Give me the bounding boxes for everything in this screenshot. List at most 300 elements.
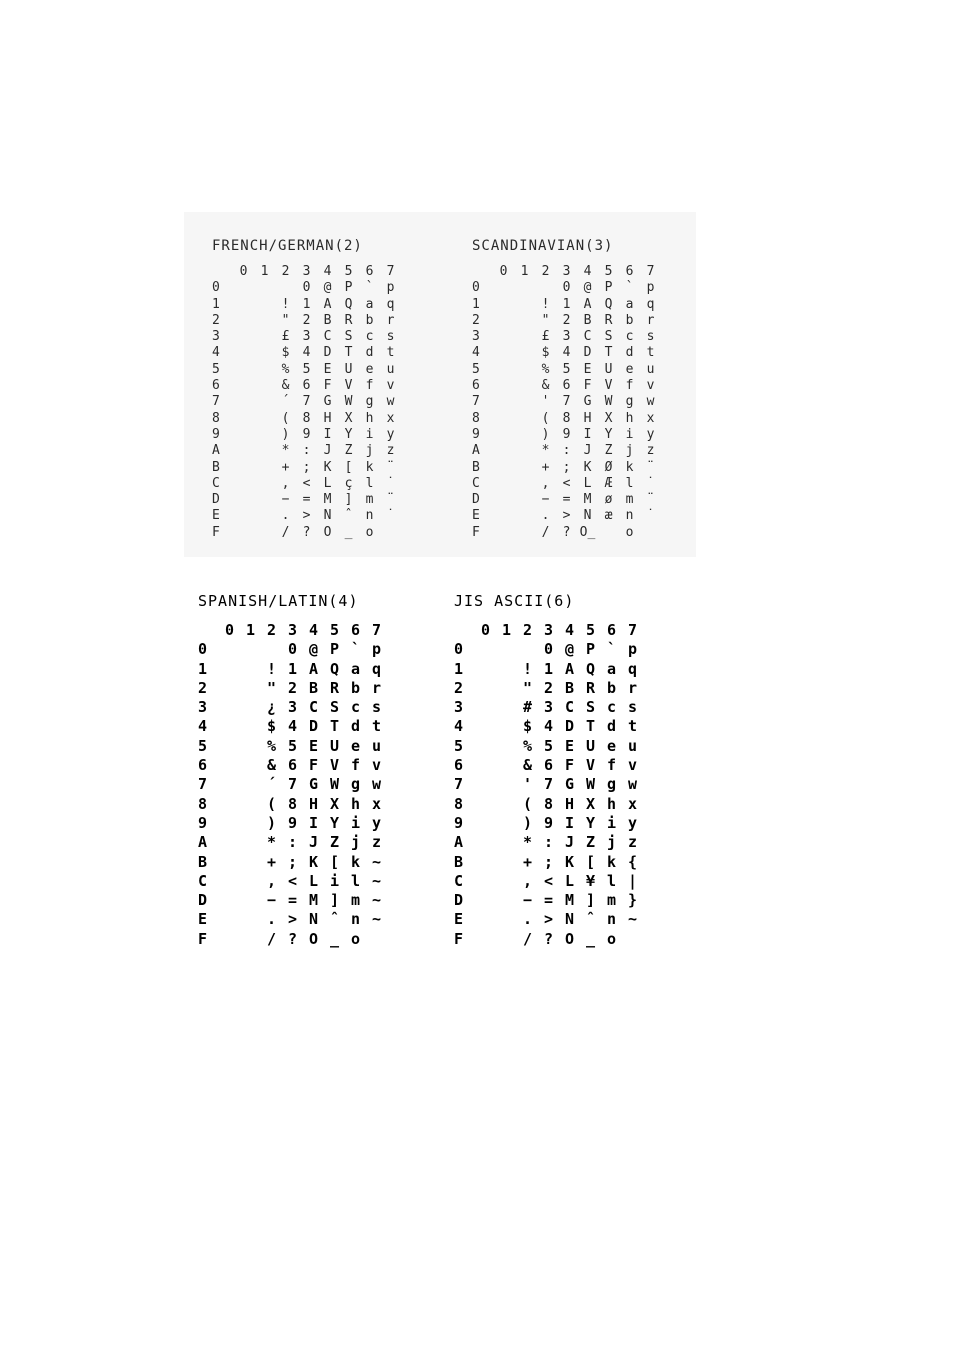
char-cell: :: [302, 443, 311, 459]
char-cell: ~: [371, 852, 382, 871]
char-cell: j: [365, 443, 374, 459]
char-cell: G: [323, 394, 332, 410]
column-header: 7: [371, 621, 382, 639]
char-cell: U: [604, 361, 613, 377]
char-cell: ,: [266, 871, 277, 890]
char-cell: b: [350, 678, 361, 697]
char-cell: [219, 872, 240, 891]
char-cell: m: [606, 891, 617, 910]
char-cell: g: [365, 394, 374, 410]
char-cell: ": [266, 678, 277, 697]
char-cell: F: [308, 756, 319, 775]
char-cell: &: [541, 378, 550, 394]
table-title: FRENCH/GERMAN(2): [212, 238, 363, 254]
column-header: 4: [308, 621, 319, 639]
char-cell: ¨: [646, 492, 655, 508]
char-cell: ~: [371, 910, 382, 929]
char-cell: Y: [604, 426, 613, 442]
column-header: 3: [543, 621, 554, 639]
char-cell: [219, 853, 240, 872]
char-cell: $: [541, 345, 550, 361]
column-header: 2: [266, 621, 277, 639]
char-cell: [496, 640, 517, 659]
row-header: 2: [472, 312, 480, 328]
char-cell: >: [287, 910, 298, 929]
char-cell: _: [585, 929, 596, 948]
char-cell: =: [562, 492, 571, 508]
char-cell: P: [604, 280, 613, 296]
char-cell: %: [522, 736, 533, 755]
char-cell: [493, 508, 514, 524]
char-cell: @: [564, 640, 575, 659]
char-cell: F: [583, 378, 592, 394]
char-cell: [493, 492, 514, 508]
char-cell: 7: [543, 775, 554, 794]
char-cell: [514, 476, 535, 492]
row-header: 8: [212, 410, 220, 426]
char-cell: [240, 660, 261, 679]
char-cell: [240, 775, 261, 794]
char-cell: [475, 910, 496, 929]
char-cell: T: [604, 345, 613, 361]
char-cell: [240, 872, 261, 891]
char-cell: F: [564, 756, 575, 775]
char-cell: (: [522, 794, 533, 813]
char-cell: p: [371, 640, 382, 659]
char-cell: `: [606, 640, 617, 659]
char-cell: A: [564, 659, 575, 678]
char-cell: o: [625, 524, 634, 540]
char-cell: Y: [585, 813, 596, 832]
char-cell: %: [541, 361, 550, 377]
char-cell: [475, 775, 496, 794]
char-cell: r: [627, 678, 638, 697]
char-cell: t: [371, 717, 382, 736]
char-cell: C: [583, 329, 592, 345]
table-title: JIS ASCII(6): [454, 592, 575, 610]
char-cell: [493, 378, 514, 394]
char-cell: 3: [543, 698, 554, 717]
char-cell: X: [585, 794, 596, 813]
char-cell: J: [564, 833, 575, 852]
char-cell: [254, 443, 275, 459]
char-cell: G: [564, 775, 575, 794]
char-cell: U: [585, 736, 596, 755]
char-cell: ;: [543, 852, 554, 871]
char-cell: J: [583, 443, 592, 459]
column-header: 3: [302, 264, 311, 279]
char-cell: d: [625, 345, 634, 361]
char-cell: ): [522, 813, 533, 832]
char-cell: −: [266, 891, 277, 910]
char-cell: −: [522, 891, 533, 910]
char-cell: T: [344, 345, 353, 361]
char-cell: /: [281, 524, 290, 540]
char-cell: g: [350, 775, 361, 794]
char-cell: r: [371, 678, 382, 697]
char-cell: k: [606, 852, 617, 871]
char-cell: [219, 660, 240, 679]
char-cell: u: [646, 361, 655, 377]
char-cell: [275, 280, 296, 296]
char-cell: z: [646, 443, 655, 459]
char-cell: [514, 411, 535, 427]
char-cell: P: [585, 640, 596, 659]
char-cell: O: [323, 524, 332, 540]
char-cell: ˆ: [585, 910, 596, 929]
char-cell: 2: [302, 312, 311, 328]
char-cell: e: [365, 361, 374, 377]
char-cell: [: [344, 459, 353, 475]
char-cell: ˙: [386, 508, 395, 524]
char-cell: h: [365, 410, 374, 426]
char-cell: 2: [562, 312, 571, 328]
char-cell: L: [583, 475, 592, 491]
char-cell: [219, 814, 240, 833]
char-cell: o: [350, 929, 361, 948]
char-cell: ": [541, 312, 550, 328]
char-cell: [240, 814, 261, 833]
row-header: 1: [198, 659, 208, 678]
char-cell: g: [625, 394, 634, 410]
char-cell: (: [281, 410, 290, 426]
char-cell: f: [625, 378, 634, 394]
char-cell: [475, 891, 496, 910]
char-cell: I: [564, 813, 575, 832]
char-cell: ): [541, 426, 550, 442]
char-cell: +: [266, 852, 277, 871]
char-cell: u: [371, 736, 382, 755]
char-cell: x: [371, 794, 382, 813]
row-header: D: [198, 891, 208, 910]
row-header: 4: [212, 345, 220, 361]
char-cell: C: [564, 698, 575, 717]
char-cell: [219, 737, 240, 756]
char-cell: .: [541, 508, 550, 524]
column-header: 6: [350, 621, 361, 639]
char-cell: w: [627, 775, 638, 794]
char-cell: T: [585, 717, 596, 736]
char-cell: 3: [302, 329, 311, 345]
row-header: 6: [212, 378, 220, 394]
char-cell: b: [625, 312, 634, 328]
char-cell: [475, 756, 496, 775]
char-cell: [219, 679, 240, 698]
column-header: 7: [646, 264, 655, 279]
row-header: 4: [454, 717, 464, 736]
char-cell: Z: [344, 443, 353, 459]
char-cell: ~: [371, 891, 382, 910]
char-cell: ¨: [386, 459, 395, 475]
row-header: 9: [472, 426, 480, 442]
char-cell: P: [329, 640, 340, 659]
char-cell: X: [329, 794, 340, 813]
char-cell: ¨: [646, 459, 655, 475]
char-cell: i: [365, 426, 374, 442]
column-header: 4: [323, 264, 332, 279]
char-cell: 4: [302, 345, 311, 361]
char-cell: l: [606, 871, 617, 890]
char-cell: [493, 443, 514, 459]
char-cell: n: [350, 910, 361, 929]
char-cell: D: [564, 717, 575, 736]
row-header: A: [212, 443, 220, 459]
char-cell: [514, 525, 535, 541]
char-cell: u: [627, 736, 638, 755]
char-cell: [475, 737, 496, 756]
char-cell: [496, 833, 517, 852]
char-cell: [514, 280, 535, 296]
char-cell: [219, 795, 240, 814]
char-cell: q: [627, 659, 638, 678]
char-cell: 4: [562, 345, 571, 361]
char-cell: s: [386, 329, 395, 345]
char-cell: [254, 508, 275, 524]
row-header: 7: [212, 394, 220, 410]
column-header: 7: [386, 264, 395, 279]
char-cell: 8: [302, 410, 311, 426]
char-cell: +: [541, 459, 550, 475]
char-cell: i: [625, 426, 634, 442]
char-cell: Z: [585, 833, 596, 852]
char-cell: l: [365, 475, 374, 491]
char-cell: 9: [287, 813, 298, 832]
char-cell: O_: [579, 524, 596, 540]
char-cell: 8: [562, 410, 571, 426]
char-cell: /: [522, 929, 533, 948]
char-cell: >: [543, 910, 554, 929]
column-header: 0: [480, 621, 491, 639]
char-cell: !: [541, 296, 550, 312]
char-cell: I: [583, 426, 592, 442]
char-cell: &: [281, 378, 290, 394]
char-cell: 6: [302, 378, 311, 394]
char-cell: ": [281, 312, 290, 328]
char-cell: [254, 378, 275, 394]
row-header: D: [212, 492, 220, 508]
char-cell: [514, 329, 535, 345]
row-header: 3: [198, 698, 208, 717]
row-header: B: [472, 459, 480, 475]
char-cell: [514, 378, 535, 394]
char-cell: _: [344, 524, 353, 540]
char-cell: t: [627, 717, 638, 736]
char-cell: Q: [329, 659, 340, 678]
row-header: E: [454, 910, 464, 929]
row-header: A: [472, 443, 480, 459]
char-cell: E: [323, 361, 332, 377]
column-header: 4: [583, 264, 592, 279]
char-cell: [254, 476, 275, 492]
char-cell: a: [350, 659, 361, 678]
row-header: 5: [454, 736, 464, 755]
row-header: 7: [472, 394, 480, 410]
row-header: F: [454, 929, 464, 948]
char-cell: R: [604, 312, 613, 328]
char-cell: ç: [344, 475, 353, 491]
char-cell: [475, 833, 496, 852]
column-header: 5: [604, 264, 613, 279]
char-cell: t: [646, 345, 655, 361]
char-cell: [254, 313, 275, 329]
char-cell: x: [627, 794, 638, 813]
char-cell: *: [266, 833, 277, 852]
char-cell: [493, 362, 514, 378]
char-cell: c: [625, 329, 634, 345]
char-cell: [240, 833, 261, 852]
char-cell: J: [323, 443, 332, 459]
char-cell: x: [646, 410, 655, 426]
char-cell: £: [541, 329, 550, 345]
char-cell: i: [606, 813, 617, 832]
char-cell: d: [350, 717, 361, 736]
char-cell: A: [323, 296, 332, 312]
char-cell: 3: [287, 698, 298, 717]
char-cell: [496, 660, 517, 679]
char-cell: 1: [287, 659, 298, 678]
char-cell: `: [625, 280, 634, 296]
row-header: C: [454, 871, 464, 890]
char-cell: M: [583, 492, 592, 508]
char-cell: i: [329, 871, 340, 890]
char-cell: [475, 679, 496, 698]
char-cell: ˙: [646, 508, 655, 524]
char-cell: ': [522, 775, 533, 794]
char-cell: }: [627, 891, 638, 910]
char-cell: 7: [287, 775, 298, 794]
column-header: 1: [520, 264, 529, 279]
char-cell: |: [627, 871, 638, 890]
char-cell: >: [562, 508, 571, 524]
column-header: 0: [239, 264, 248, 279]
char-cell: W: [585, 775, 596, 794]
char-cell: ?: [543, 929, 554, 948]
char-cell: [240, 640, 261, 659]
char-cell: U: [329, 736, 340, 755]
column-header: 0: [224, 621, 235, 639]
char-cell: N: [564, 910, 575, 929]
char-cell: [219, 833, 240, 852]
row-header: 6: [472, 378, 480, 394]
char-cell: {: [627, 852, 638, 871]
row-header: D: [454, 891, 464, 910]
char-cell: T: [329, 717, 340, 736]
char-cell: j: [606, 833, 617, 852]
char-cell: m: [625, 492, 634, 508]
char-cell: w: [646, 394, 655, 410]
char-cell: !: [281, 296, 290, 312]
char-cell: b: [365, 312, 374, 328]
character-grid: [454, 621, 643, 949]
char-cell: M: [308, 891, 319, 910]
char-cell: ¿: [266, 698, 277, 717]
char-cell: S: [344, 329, 353, 345]
char-cell: r: [646, 312, 655, 328]
char-cell: Z: [329, 833, 340, 852]
char-cell: k: [625, 459, 634, 475]
char-cell: m: [350, 891, 361, 910]
char-cell: o: [365, 524, 374, 540]
char-cell: ¥: [585, 871, 596, 890]
row-header: 8: [454, 794, 464, 813]
char-cell: 5: [302, 361, 311, 377]
char-cell: [240, 679, 261, 698]
char-cell: ø: [604, 492, 613, 508]
char-cell: s: [646, 329, 655, 345]
char-cell: a: [625, 296, 634, 312]
char-cell: L: [323, 475, 332, 491]
char-cell: *: [281, 443, 290, 459]
char-cell: (: [541, 410, 550, 426]
char-cell: /: [541, 524, 550, 540]
char-cell: 1: [302, 296, 311, 312]
char-cell: [496, 814, 517, 833]
char-cell: <: [543, 871, 554, 890]
char-cell: 5: [287, 736, 298, 755]
char-cell: V: [585, 756, 596, 775]
char-cell: /: [266, 929, 277, 948]
char-cell: b: [606, 678, 617, 697]
char-cell: [219, 910, 240, 929]
row-header: C: [198, 871, 208, 890]
character-grid: [472, 264, 661, 541]
row-header: 6: [198, 756, 208, 775]
char-cell: ,: [541, 475, 550, 491]
row-header: E: [198, 910, 208, 929]
char-cell: [493, 329, 514, 345]
row-header: 3: [472, 329, 480, 345]
char-cell: Q: [604, 296, 613, 312]
row-header: 5: [472, 361, 480, 377]
char-cell: ˆ: [344, 508, 353, 524]
char-cell: [514, 443, 535, 459]
char-cell: 5: [543, 736, 554, 755]
char-cell: i: [350, 813, 361, 832]
char-cell: ~: [371, 871, 382, 890]
char-cell: u: [386, 361, 395, 377]
char-cell: o: [606, 929, 617, 948]
char-cell: G: [583, 394, 592, 410]
char-cell: t: [386, 345, 395, 361]
char-cell: e: [625, 361, 634, 377]
char-cell: q: [371, 659, 382, 678]
character-grid: [198, 621, 387, 949]
row-header: 8: [198, 794, 208, 813]
char-cell: f: [350, 756, 361, 775]
char-cell: p: [646, 280, 655, 296]
column-header: 0: [499, 264, 508, 279]
char-cell: W: [344, 394, 353, 410]
row-header: 5: [212, 361, 220, 377]
char-cell: 9: [543, 813, 554, 832]
char-cell: [233, 492, 254, 508]
char-cell: V: [604, 378, 613, 394]
char-cell: ?: [302, 524, 311, 540]
char-cell: [254, 427, 275, 443]
char-cell: s: [627, 698, 638, 717]
char-cell: =: [302, 492, 311, 508]
grid-corner: [472, 264, 493, 280]
character-grid: [212, 264, 401, 541]
row-header: 3: [454, 698, 464, 717]
char-cell: 0: [287, 640, 298, 659]
char-cell: [514, 313, 535, 329]
char-cell: ?: [562, 524, 571, 540]
char-cell: [380, 525, 401, 541]
char-cell: 7: [562, 394, 571, 410]
char-cell: [240, 910, 261, 929]
char-cell: j: [350, 833, 361, 852]
